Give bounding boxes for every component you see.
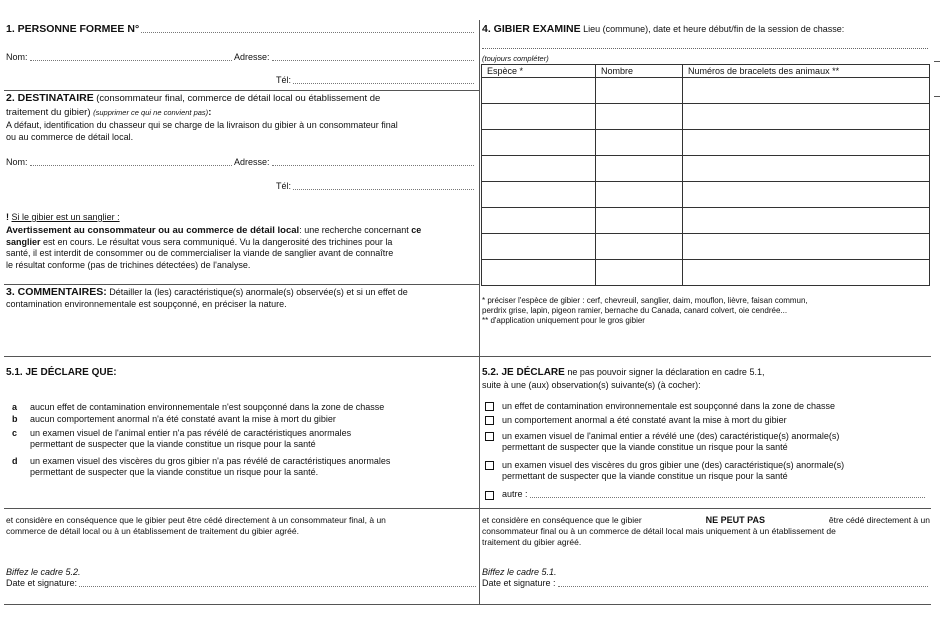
count-cell[interactable]	[596, 156, 683, 182]
s51-rule	[4, 508, 479, 509]
page-bottom-border	[4, 604, 931, 605]
declaration-letter: c	[12, 428, 18, 438]
s52-date-label: Date et signature :	[482, 578, 556, 588]
sanglier-heading	[6, 212, 120, 223]
s52-consider-3: traitement du gibier agréé.	[482, 537, 582, 547]
top-sections-bottom-border	[4, 356, 931, 357]
species-cell[interactable]	[482, 156, 596, 182]
species-cell[interactable]	[482, 104, 596, 130]
game-table-body	[482, 78, 930, 286]
s2-phone-line	[276, 181, 476, 192]
s1-phone-field[interactable]	[293, 82, 474, 84]
game-table	[481, 64, 930, 286]
s1-name-line	[6, 52, 476, 63]
declaration-letter: d	[12, 456, 18, 466]
s52-consider-1	[482, 515, 930, 526]
species-cell[interactable]	[482, 208, 596, 234]
s2-phone-label: Tél:	[276, 181, 292, 191]
s2-title: 2. DESTINATAIRE	[6, 92, 94, 104]
declaration-text-1: un examen visuel de l'animal entier n'a pas révélé de caractéristiques anormales	[30, 428, 352, 438]
warning-bold-3: sanglier	[6, 236, 41, 247]
observation-text-2: permettant de suspecter que la viande constitue un risque pour la santé	[502, 471, 788, 481]
count-cell[interactable]	[596, 130, 683, 156]
declaration-text-2: permettant de suspecter que la viande constitue un risque pour la santé	[30, 439, 316, 449]
s52-consider	[482, 515, 930, 548]
species-cell[interactable]	[482, 260, 596, 286]
species-cell[interactable]	[482, 182, 596, 208]
declaration-item	[12, 428, 474, 450]
game-table-header	[482, 65, 930, 78]
s1-bottom-border	[4, 90, 479, 91]
s52-autre-row	[485, 489, 925, 500]
table-row	[482, 130, 930, 156]
edge-dash	[934, 61, 940, 62]
declaration-text	[30, 402, 384, 413]
bracelets-cell[interactable]	[683, 234, 930, 260]
s3-title-line	[6, 287, 481, 298]
s52-title: 5.2. JE DÉCLARE	[482, 367, 565, 378]
declaration-item	[12, 456, 474, 478]
hunt-session-field[interactable]	[482, 38, 928, 49]
observation-item	[485, 460, 925, 482]
s52-date-signature-field[interactable]	[558, 585, 928, 587]
s3-desc-2: contamination environnementale est soupçonné, en préciser la nature.	[6, 299, 287, 309]
declaration-item	[12, 402, 474, 413]
s2-bottom-border	[4, 284, 479, 285]
count-cell[interactable]	[596, 260, 683, 286]
s2-name-line	[6, 157, 476, 168]
count-cell[interactable]	[596, 104, 683, 130]
s52-consider-1b: NE PEUT PAS	[705, 515, 765, 525]
col-species-header: Espèce *	[482, 65, 596, 78]
observation-checkbox[interactable]	[485, 432, 494, 441]
s51-consider-1: et considère en conséquence que le gibier peut être cédé directement à un consommateur final, à un	[6, 515, 386, 525]
observation-text-2: permettant de suspecter que la viande constitue un risque pour la santé	[502, 442, 788, 452]
declaration-text	[30, 414, 336, 425]
s2-address-field[interactable]	[272, 164, 474, 166]
warning-text-1: : une recherche concernant	[299, 225, 409, 235]
table-row	[482, 260, 930, 286]
col-bracelets-header: Numéros de bracelets des animaux **	[683, 65, 930, 78]
warning-text-4: le résultat conforme (pas de trichines détectées) de l'analyse.	[6, 259, 251, 270]
s52-autre-checkbox[interactable]	[485, 491, 494, 500]
s1-name-field[interactable]	[30, 59, 232, 61]
s2-p2: ou au commerce de détail local.	[6, 132, 134, 142]
observation-item	[485, 401, 925, 412]
bracelets-cell[interactable]	[683, 130, 930, 156]
s1-phone-line	[276, 75, 476, 86]
s1-title-line	[6, 24, 476, 35]
s51-consider	[6, 515, 480, 537]
s51-consider-2: commerce de détail local ou à un établissement de traitement du gibier agréé.	[6, 526, 299, 536]
table-row	[482, 208, 930, 234]
s51-date-signature-field[interactable]	[79, 585, 476, 587]
footnote-1: * préciser l'espèce de gibier : cerf, chevreuil, sanglier, daim, mouflon, lièvre, faisan commun,	[482, 296, 808, 305]
table-row	[482, 234, 930, 260]
s52-consider-1c: être cédé directement à un	[828, 515, 930, 525]
s2-p1: A défaut, identification du chasseur qui se charge de la livraison du gibier à un consommateur final	[6, 120, 398, 130]
warning-bang-icon: !	[6, 212, 9, 222]
s52-title-line	[482, 367, 764, 378]
declaration-item	[12, 414, 474, 425]
s51-date-line	[6, 578, 478, 589]
bracelets-cell[interactable]	[683, 182, 930, 208]
s1-title: 1. PERSONNE FORMEE N°	[6, 23, 140, 35]
declaration-text-1: un examen visuel des viscères du gros gibier n'a pas révélé de caractéristiques anormales	[30, 456, 391, 466]
declaration-text	[30, 456, 390, 478]
species-cell[interactable]	[482, 130, 596, 156]
observation-checkbox[interactable]	[485, 416, 494, 425]
count-cell[interactable]	[596, 234, 683, 260]
s1-name-label: Nom:	[6, 52, 28, 62]
bracelets-cell[interactable]	[683, 260, 930, 286]
sanglier-heading-text: Si le gibier est un sanglier :	[11, 212, 120, 222]
s2-name-label: Nom:	[6, 157, 28, 167]
s3-desc-1: Détailler la (les) caractéristique(s) anormale(s) observée(s) et si un effet de	[109, 287, 408, 297]
declaration-text	[30, 428, 351, 450]
s52-autre-label: autre :	[502, 489, 528, 499]
s4-footnotes	[482, 296, 932, 326]
declaration-letter: a	[12, 402, 18, 412]
s1-address-label: Adresse:	[234, 52, 270, 62]
declaration-text-1: aucun comportement anormal n'a été constaté avant la mise à mort du gibier	[30, 414, 336, 424]
observation-text-1: un examen visuel de l'animal entier a révélé une (des) caractéristique(s) anormale(s)	[502, 431, 840, 441]
bracelets-cell[interactable]	[683, 156, 930, 182]
trained-person-number-field[interactable]	[141, 31, 474, 33]
s52-rule	[480, 508, 931, 509]
s2-desc-2: traitement du gibier)	[6, 107, 91, 118]
s2-desc-line	[6, 107, 476, 118]
declaration-letter: b	[12, 414, 18, 424]
s4-subtitle: Lieu (commune), date et heure début/fin de la session de chasse:	[583, 24, 845, 34]
s3-title: 3. COMMENTAIRES:	[6, 286, 107, 298]
observation-item	[485, 415, 925, 426]
observation-item	[485, 431, 925, 453]
s2-address-label: Adresse:	[234, 157, 270, 167]
bracelets-cell[interactable]	[683, 78, 930, 104]
s2-note: (supprimer ce qui ne convient pas)	[93, 108, 209, 117]
sanglier-warning	[6, 225, 481, 271]
observation-text-1: un examen visuel des viscères du gros gibier une (des) caractéristique(s) anormale(s)	[502, 460, 845, 470]
observation-text	[502, 415, 787, 426]
observation-checkbox[interactable]	[485, 402, 494, 411]
s52-date-line	[482, 578, 930, 589]
s2-name-field[interactable]	[30, 164, 232, 166]
s4-title: 4. GIBIER EXAMINE	[482, 23, 581, 35]
s2-phone-field[interactable]	[293, 188, 474, 190]
warning-bold-2: ce	[411, 225, 422, 235]
s52-consider-2: consommateur final ou à un commerce de détail local mais uniquement à un établissement de	[482, 526, 836, 536]
table-row	[482, 182, 930, 208]
s2-colon: :	[208, 107, 212, 118]
s51-biffez: Biffez le cadre 5.2.	[6, 567, 81, 577]
s1-phone-label: Tél:	[276, 75, 292, 85]
table-row	[482, 78, 930, 104]
declaration-text-1: aucun effet de contamination environnementale n'est soupçonné dans la zone de chasse	[30, 402, 385, 412]
s2-desc-1: (consommateur final, commerce de détail local ou établissement de	[96, 93, 381, 104]
warning-text-3: santé, il est interdit de consommer ou de commercialiser la viande de sanglier avant de connaître	[6, 248, 394, 258]
observation-text-1: un comportement anormal a été constaté avant la mise à mort du gibier	[502, 415, 787, 425]
observation-text	[502, 431, 839, 453]
observation-text-1: un effet de contamination environnementale est soupçonné dans la zone de chasse	[502, 401, 836, 411]
table-row	[482, 156, 930, 182]
species-cell[interactable]	[482, 78, 596, 104]
count-cell[interactable]	[596, 182, 683, 208]
count-cell[interactable]	[596, 78, 683, 104]
observation-text	[502, 460, 844, 482]
s51-date-label: Date et signature:	[6, 578, 78, 588]
footnote-3: ** d'application uniquement pour le gros gibier	[482, 316, 645, 325]
s52-title-rest: ne pas pouvoir signer la déclaration en cadre 5.1,	[567, 367, 765, 377]
col-count-header: Nombre	[596, 65, 683, 78]
comments-field[interactable]	[6, 314, 476, 352]
warning-bold-1: Avertissement au consommateur ou au commerce de détail local	[6, 225, 300, 236]
bracelets-cell[interactable]	[683, 208, 930, 234]
observation-checkbox[interactable]	[485, 461, 494, 470]
observation-text	[502, 401, 835, 412]
declaration-text-2: permettant de suspecter que la viande constitue un risque pour la santé.	[30, 467, 319, 477]
s52-consider-1a: et considère en conséquence que le gibier	[482, 515, 642, 525]
s1-address-field[interactable]	[272, 59, 474, 61]
footnote-2: perdrix grise, lapin, pigeon ramier, bernache du Canada, canard colvert, oie cendrée...	[482, 306, 788, 315]
s2-title-line	[6, 93, 476, 104]
s52-biffez: Biffez le cadre 5.1.	[482, 567, 557, 577]
count-cell[interactable]	[596, 208, 683, 234]
species-cell[interactable]	[482, 234, 596, 260]
table-row	[482, 104, 930, 130]
s52-sub: suite à une (aux) observation(s) suivante(s) (à cocher):	[482, 380, 701, 390]
warning-text-2: est en cours. Le résultat vous sera communiqué. Vu la dangerosité des trichines pour la	[43, 236, 393, 247]
s4-title-line	[482, 24, 932, 35]
bracelets-cell[interactable]	[683, 104, 930, 130]
edge-dash	[934, 96, 940, 97]
s4-note: (toujours compléter)	[482, 54, 549, 63]
s51-title: 5.1. JE DÉCLARE QUE:	[6, 367, 117, 378]
s52-autre-field[interactable]	[530, 497, 925, 498]
